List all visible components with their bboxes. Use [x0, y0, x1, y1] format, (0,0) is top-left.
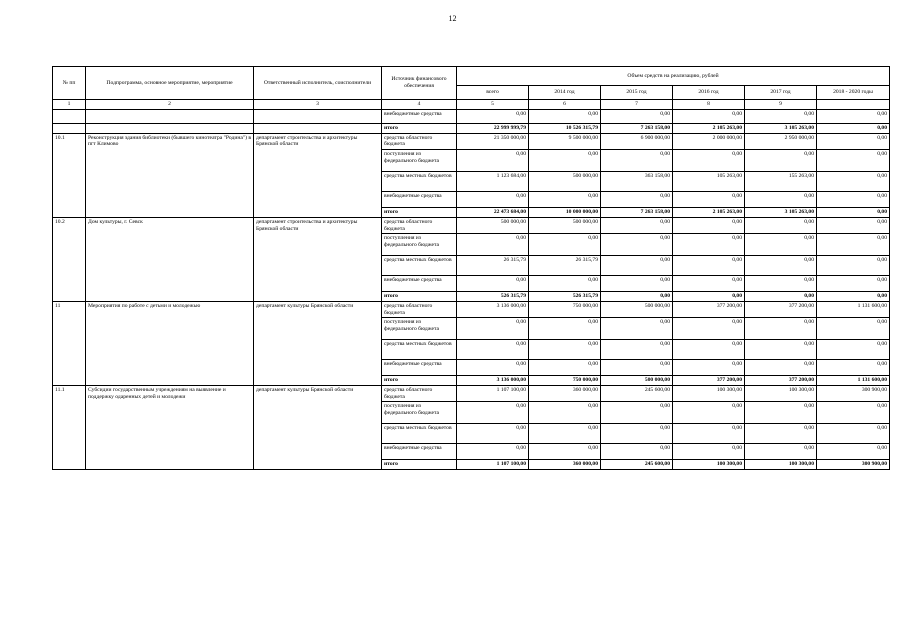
header-2015: 2015 год	[601, 86, 673, 100]
value-cell: 0,00	[529, 150, 601, 172]
value-cell: 0,00	[817, 360, 890, 376]
item-executor: департамент культуры Брянской области	[254, 386, 382, 470]
value-cell: 7 263 158,00	[601, 124, 673, 134]
value-cell: 0,00	[529, 110, 601, 124]
index-cell: 1	[53, 100, 86, 110]
value-cell: 0,00	[457, 424, 529, 444]
value-cell: 0,00	[601, 360, 673, 376]
index-cell	[817, 100, 890, 110]
value-cell: 0,00	[529, 340, 601, 360]
value-cell: 3 136 000,00	[457, 376, 529, 386]
header-program: Подпрограмма, основное мероприятие, мероприятие	[86, 67, 254, 100]
value-cell: 0,00	[817, 217, 890, 233]
value-cell: 0,00	[601, 256, 673, 276]
header-total: всего	[457, 86, 529, 100]
value-cell: 0,00	[673, 276, 745, 292]
value-cell: 0,00	[745, 192, 817, 208]
item-executor: департамент культуры Брянской области	[254, 301, 382, 385]
value-cell: 300 900,00	[817, 460, 890, 470]
source-cell: итого	[382, 124, 457, 134]
empty-cell	[254, 110, 382, 124]
value-cell: 100 300,00	[745, 460, 817, 470]
value-cell: 526 315,79	[529, 292, 601, 302]
value-cell: 750 000,00	[529, 301, 601, 317]
table-row	[53, 124, 890, 134]
source-cell: поступления из федерального бюджета	[382, 234, 457, 256]
source-cell: средства местных бюджетов	[382, 256, 457, 276]
value-cell: 0,00	[817, 444, 890, 460]
value-cell: 0,00	[745, 318, 817, 340]
source-cell: внебюджетные средства	[382, 444, 457, 460]
value-cell: 0,00	[457, 318, 529, 340]
source-cell: внебюджетные средства	[382, 360, 457, 376]
source-cell: итого	[382, 376, 457, 386]
value-cell: 0,00	[601, 217, 673, 233]
value-cell: 0,00	[457, 360, 529, 376]
value-cell: 0,00	[529, 402, 601, 424]
value-cell: 7 263 158,00	[601, 208, 673, 218]
value-cell: 6 900 000,00	[601, 133, 673, 149]
value-cell: 2 105 263,00	[673, 124, 745, 134]
table-row	[53, 133, 890, 149]
value-cell: 0,00	[673, 234, 745, 256]
value-cell: 0,00	[601, 150, 673, 172]
value-cell: 245 600,00	[601, 386, 673, 402]
value-cell: 0,00	[817, 402, 890, 424]
value-cell: 0,00	[601, 340, 673, 360]
source-cell: внебюджетные средства	[382, 110, 457, 124]
value-cell: 22 473 684,00	[457, 208, 529, 218]
page-number: 12	[448, 14, 457, 23]
value-cell: 363 158,00	[601, 172, 673, 192]
value-cell: 0,00	[457, 276, 529, 292]
value-cell: 2 950 000,00	[745, 133, 817, 149]
item-title: Субсидии государственным учреждениям на выявление и поддержку одаренных детей и молодежи	[86, 386, 254, 470]
value-cell: 10 526 315,79	[529, 124, 601, 134]
value-cell: 0,00	[817, 256, 890, 276]
empty-cell	[86, 110, 254, 124]
value-cell: 0,00	[745, 150, 817, 172]
index-cell: 8	[673, 100, 745, 110]
value-cell: 0,00	[529, 444, 601, 460]
value-cell: 0,00	[457, 340, 529, 360]
value-cell: 0,00	[457, 402, 529, 424]
value-cell: 0,00	[817, 424, 890, 444]
value-cell: 0,00	[817, 150, 890, 172]
source-cell: средства областного бюджета	[382, 133, 457, 149]
index-cell: 3	[254, 100, 382, 110]
item-number: 11	[53, 301, 86, 385]
item-title: Дом культуры, г. Севск	[86, 217, 254, 301]
value-cell: 500 000,00	[529, 217, 601, 233]
value-cell: 0,00	[457, 444, 529, 460]
value-cell: 0,00	[529, 276, 601, 292]
header-volume: Объем средств на реализацию, рублей	[457, 67, 890, 86]
value-cell: 0,00	[673, 150, 745, 172]
empty-cell	[53, 110, 86, 124]
source-cell: внебюджетные средства	[382, 192, 457, 208]
empty-cell	[254, 124, 382, 134]
index-cell: 6	[529, 100, 601, 110]
value-cell: 0,00	[673, 192, 745, 208]
value-cell: 0,00	[673, 256, 745, 276]
source-cell: средства местных бюджетов	[382, 172, 457, 192]
value-cell: 0,00	[745, 110, 817, 124]
value-cell: 377 200,00	[673, 301, 745, 317]
value-cell: 1 107 100,00	[457, 386, 529, 402]
value-cell: 0,00	[457, 234, 529, 256]
source-cell: итого	[382, 292, 457, 302]
value-cell: 1 131 600,00	[817, 301, 890, 317]
value-cell: 0,00	[673, 217, 745, 233]
table-body	[53, 110, 890, 470]
value-cell: 0,00	[529, 192, 601, 208]
source-cell: поступления из федерального бюджета	[382, 402, 457, 424]
value-cell: 100 300,00	[673, 386, 745, 402]
value-cell: 22 999 999,79	[457, 124, 529, 134]
item-title: Мероприятия по работе с детьми и молодежью	[86, 301, 254, 385]
header-2014: 2014 год	[529, 86, 601, 100]
value-cell: 2 000 000,00	[673, 133, 745, 149]
value-cell: 0,00	[745, 444, 817, 460]
value-cell: 0,00	[601, 192, 673, 208]
empty-cell	[86, 124, 254, 134]
value-cell: 0,00	[745, 402, 817, 424]
value-cell: 0,00	[529, 234, 601, 256]
value-cell: 2 105 263,00	[673, 208, 745, 218]
source-cell: поступления из федерального бюджета	[382, 150, 457, 172]
value-cell: 0,00	[601, 444, 673, 460]
value-cell: 500 000,00	[601, 376, 673, 386]
value-cell: 377 200,00	[673, 376, 745, 386]
value-cell: 155 263,00	[745, 172, 817, 192]
value-cell: 0,00	[529, 424, 601, 444]
value-cell: 0,00	[817, 192, 890, 208]
header-2017: 2017 год	[745, 86, 817, 100]
value-cell: 0,00	[601, 110, 673, 124]
value-cell: 0,00	[817, 318, 890, 340]
index-cell: 2	[86, 100, 254, 110]
table-row	[53, 110, 890, 124]
value-cell: 0,00	[745, 424, 817, 444]
index-cell: 7	[601, 100, 673, 110]
value-cell: 1 107 100,00	[457, 460, 529, 470]
value-cell: 0,00	[817, 110, 890, 124]
value-cell: 0,00	[457, 192, 529, 208]
value-cell: 21 350 000,00	[457, 133, 529, 149]
header-2016: 2016 год	[673, 86, 745, 100]
value-cell: 0,00	[673, 110, 745, 124]
value-cell: 0,00	[817, 292, 890, 302]
source-cell: средства местных бюджетов	[382, 424, 457, 444]
value-cell: 9 500 000,00	[529, 133, 601, 149]
source-cell: средства областного бюджета	[382, 217, 457, 233]
item-number: 10.2	[53, 217, 86, 301]
value-cell: 26 315,79	[457, 256, 529, 276]
value-cell: 500 000,00	[457, 217, 529, 233]
header-num: № пп	[53, 67, 86, 100]
header-2018-2020: 2018 - 2020 годы	[817, 86, 890, 100]
header-executor: Ответственный исполнитель, соисполнители	[254, 67, 382, 100]
value-cell: 105 263,00	[673, 172, 745, 192]
budget-table	[52, 66, 890, 470]
header-source: Источник финансового обеспечения	[382, 67, 457, 100]
index-cell: 4	[382, 100, 457, 110]
value-cell: 3 105 263,00	[745, 124, 817, 134]
source-cell: средства областного бюджета	[382, 386, 457, 402]
value-cell: 300 900,00	[817, 386, 890, 402]
value-cell: 0,00	[673, 402, 745, 424]
value-cell: 0,00	[673, 360, 745, 376]
value-cell: 0,00	[817, 234, 890, 256]
value-cell: 0,00	[745, 256, 817, 276]
value-cell: 377 200,00	[745, 301, 817, 317]
value-cell: 0,00	[601, 318, 673, 340]
item-number: 11.1	[53, 386, 86, 470]
value-cell: 0,00	[601, 402, 673, 424]
value-cell: 0,00	[673, 444, 745, 460]
value-cell: 500 000,00	[529, 172, 601, 192]
value-cell: 0,00	[817, 276, 890, 292]
item-number: 10.1	[53, 133, 86, 217]
value-cell: 377 200,00	[745, 376, 817, 386]
value-cell: 0,00	[457, 110, 529, 124]
value-cell: 3 136 000,00	[457, 301, 529, 317]
value-cell: 750 000,00	[529, 376, 601, 386]
value-cell: 526 315,79	[457, 292, 529, 302]
value-cell: 3 105 263,00	[745, 208, 817, 218]
value-cell: 0,00	[817, 340, 890, 360]
value-cell: 1 131 600,00	[817, 376, 890, 386]
index-cell: 5	[457, 100, 529, 110]
source-cell: средства областного бюджета	[382, 301, 457, 317]
source-cell: внебюджетные средства	[382, 276, 457, 292]
value-cell: 0,00	[745, 360, 817, 376]
source-cell: средства местных бюджетов	[382, 340, 457, 360]
table-row	[53, 217, 890, 233]
value-cell: 0,00	[817, 208, 890, 218]
value-cell: 0,00	[601, 292, 673, 302]
value-cell: 0,00	[673, 340, 745, 360]
value-cell: 0,00	[601, 276, 673, 292]
value-cell: 1 123 684,00	[457, 172, 529, 192]
value-cell: 0,00	[745, 292, 817, 302]
value-cell: 0,00	[457, 150, 529, 172]
value-cell: 360 000,00	[529, 386, 601, 402]
value-cell: 0,00	[817, 124, 890, 134]
value-cell: 0,00	[673, 292, 745, 302]
value-cell: 0,00	[673, 424, 745, 444]
index-cell: 9	[745, 100, 817, 110]
source-cell: итого	[382, 460, 457, 470]
value-cell: 100 300,00	[673, 460, 745, 470]
value-cell: 0,00	[745, 234, 817, 256]
value-cell: 10 000 000,00	[529, 208, 601, 218]
source-cell: поступления из федерального бюджета	[382, 318, 457, 340]
empty-cell	[53, 124, 86, 134]
value-cell: 26 315,79	[529, 256, 601, 276]
table-row	[53, 386, 890, 402]
value-cell: 500 000,00	[601, 301, 673, 317]
source-cell: итого	[382, 208, 457, 218]
value-cell: 245 600,00	[601, 460, 673, 470]
item-executor: департамент строительства и архитектуры Брянской области	[254, 217, 382, 301]
item-title: Реконструкция здания библиотеки (бывшего кинотеатра "Родина") в пгт Климово	[86, 133, 254, 217]
value-cell: 0,00	[673, 318, 745, 340]
value-cell: 360 000,00	[529, 460, 601, 470]
value-cell: 0,00	[601, 234, 673, 256]
value-cell: 0,00	[601, 424, 673, 444]
value-cell: 0,00	[529, 318, 601, 340]
value-cell: 0,00	[529, 360, 601, 376]
value-cell: 0,00	[817, 172, 890, 192]
value-cell: 0,00	[745, 340, 817, 360]
item-executor: департамент строительства и архитектуры Брянской области	[254, 133, 382, 217]
table-row	[53, 301, 890, 317]
value-cell: 0,00	[745, 276, 817, 292]
value-cell: 0,00	[745, 217, 817, 233]
value-cell: 0,00	[817, 133, 890, 149]
value-cell: 100 300,00	[745, 386, 817, 402]
